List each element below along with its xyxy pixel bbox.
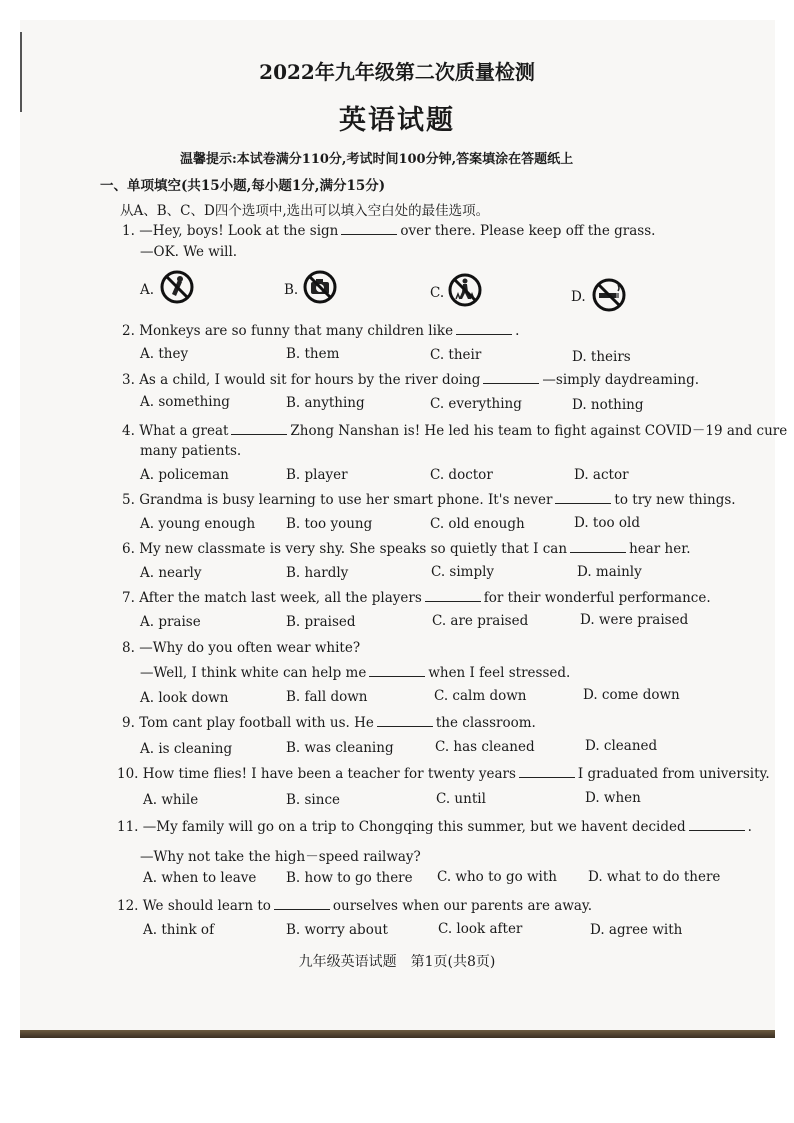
option-a: A. when to leave <box>143 870 257 886</box>
option-a: A. policeman <box>140 467 229 483</box>
question-text: Monkeys are so funny that many children like <box>139 323 454 339</box>
option-a: A. think of <box>143 922 215 938</box>
option-a: A. <box>140 282 155 298</box>
question-number: 9. <box>122 715 135 731</box>
option-b: B. them <box>286 346 340 362</box>
answer-blank <box>341 222 397 235</box>
option-b: B. how to go there <box>286 870 413 886</box>
question-7 <box>122 589 711 606</box>
question-text: How time flies! I have been a teacher for twenty years <box>142 766 516 782</box>
question-text-after: . <box>747 819 752 835</box>
answer-blank <box>369 664 425 677</box>
question-number: 10. <box>117 766 139 782</box>
question-text: We should learn to <box>142 898 271 914</box>
option-c: C. has cleaned <box>435 739 535 755</box>
option-c: C. old enough <box>430 516 525 532</box>
answer-blank <box>274 897 330 910</box>
section-instruction: 从A、B、C、D四个选项中,选出可以填入空白处的最佳选项。 <box>120 203 490 219</box>
question-11-line2: —Why not take the high－speed railway? <box>140 849 421 865</box>
question-text-after: for their wonderful performance. <box>483 590 711 606</box>
question-text-after: I graduated from university. <box>577 766 770 782</box>
question-number: 8. <box>122 640 135 656</box>
question-number: 2. <box>122 323 135 339</box>
question-number: 12. <box>117 898 139 914</box>
option-c: C. who to go with <box>437 869 557 885</box>
option-c: C. calm down <box>434 688 527 704</box>
option-d: D. <box>571 289 586 305</box>
question-text: —Why do you often wear white? <box>139 640 361 656</box>
question-text-after: hear her. <box>629 541 691 557</box>
question-3 <box>122 371 699 388</box>
option-a: A. praise <box>140 614 201 630</box>
no-smoking-sign-icon <box>592 278 626 312</box>
question-8 <box>122 640 360 656</box>
question-number: 7. <box>122 590 135 606</box>
answer-blank <box>377 714 433 727</box>
question-text: Tom cant play football with us. He <box>139 715 374 731</box>
answer-blank <box>555 491 611 504</box>
answer-blank <box>456 322 512 335</box>
option-a: A. while <box>143 792 199 808</box>
question-8-line2 <box>140 664 570 681</box>
paper-edge-bottom <box>20 1030 775 1038</box>
option-d: D. what to do there <box>588 869 721 885</box>
question-text: What a great <box>139 423 229 439</box>
question-12 <box>117 897 592 914</box>
option-d: D. theirs <box>572 349 631 365</box>
no-flower-picking-sign-icon <box>160 270 194 304</box>
section-heading: 一、单项填空(共15小题,每小题1分,满分15分) <box>100 178 386 194</box>
answer-blank <box>483 371 539 384</box>
option-d: D. cleaned <box>585 738 658 754</box>
option-c: C. look after <box>438 921 523 937</box>
answer-blank <box>689 818 745 831</box>
question-9 <box>122 714 536 731</box>
answer-blank <box>231 422 287 435</box>
question-1-line2: —OK. We will. <box>140 244 238 260</box>
option-d: D. come down <box>583 687 680 703</box>
answer-blank <box>519 765 575 778</box>
option-a: A. something <box>140 394 230 410</box>
question-2 <box>122 322 519 339</box>
question-11 <box>117 818 752 835</box>
option-c: C. simply <box>431 564 495 580</box>
question-number: 1. <box>122 223 135 239</box>
question-number: 3. <box>122 372 135 388</box>
option-a: A. is cleaning <box>140 741 233 757</box>
question-text: After the match last week, all the players <box>139 590 422 606</box>
no-trampling-grass-sign-icon <box>448 273 482 307</box>
question-1 <box>122 222 655 239</box>
question-5 <box>122 491 736 508</box>
option-a: A. nearly <box>140 565 202 581</box>
question-text: —Well, I think white can help me <box>140 665 367 681</box>
question-text: Grandma is busy learning to use her smart phone. It's never <box>139 492 553 508</box>
option-d: D. actor <box>574 467 629 483</box>
option-b: B. since <box>286 792 340 808</box>
question-text-after: when I feel stressed. <box>428 665 571 681</box>
question-text: —My family will go on a trip to Chongqing this summer, but we havent decided <box>142 819 686 835</box>
option-d: D. were praised <box>580 612 689 628</box>
exam-title: 2022年九年级第二次质量检测 <box>259 60 535 84</box>
option-c: C. until <box>436 791 486 807</box>
question-text: My new classmate is very shy. She speaks so quietly that I can <box>139 541 568 557</box>
option-a: A. look down <box>140 690 229 706</box>
question-text-after: over there. Please keep off the grass. <box>400 223 656 239</box>
question-text: —Hey, boys! Look at the sign <box>139 223 339 239</box>
option-a: A. they <box>140 346 189 362</box>
question-4 <box>122 419 787 439</box>
option-b: B. worry about <box>286 922 388 938</box>
option-c: C. doctor <box>430 467 493 483</box>
question-number: 6. <box>122 541 135 557</box>
question-number: 4. <box>122 423 135 439</box>
option-a: A. young enough <box>140 516 256 532</box>
question-text-after: . <box>515 323 520 339</box>
exam-tip: 温馨提示:本试卷满分110分,考试时间100分钟,答案填涂在答题纸上 <box>180 152 574 167</box>
option-b: B. too young <box>286 516 373 532</box>
answer-blank <box>425 589 481 602</box>
question-text-after: ourselves when our parents are away. <box>332 898 593 914</box>
option-d: D. nothing <box>572 397 644 413</box>
page-footer: 九年级英语试题 第1页(共8页) <box>298 954 496 970</box>
question-10 <box>117 765 770 782</box>
option-b: B. fall down <box>286 689 368 705</box>
option-b: B. praised <box>286 614 356 630</box>
question-text-after: Zhong Nanshan is! He led his team to fight against COVID－19 and cure <box>290 423 788 439</box>
option-c: C. <box>430 285 445 301</box>
option-b: B. <box>284 282 299 298</box>
question-text-after: —simply daydreaming. <box>542 372 700 388</box>
option-d: D. when <box>585 790 641 806</box>
question-6 <box>122 540 691 557</box>
exam-subject: 英语试题 <box>339 105 455 136</box>
option-c: C. are praised <box>432 613 529 629</box>
question-text: As a child, I would sit for hours by the river doing <box>139 372 481 388</box>
option-b: B. was cleaning <box>286 740 394 756</box>
no-photography-sign-icon <box>303 270 337 304</box>
question-text-after: the classroom. <box>435 715 536 731</box>
option-c: C. everything <box>430 396 522 412</box>
option-b: B. anything <box>286 395 365 411</box>
question-4-line2: many patients. <box>140 443 242 459</box>
answer-blank <box>570 540 626 553</box>
option-b: B. hardly <box>286 565 349 581</box>
question-number: 11. <box>117 819 139 835</box>
option-c: C. their <box>430 347 482 363</box>
option-d: D. mainly <box>577 564 642 580</box>
question-text-after: to try new things. <box>614 492 736 508</box>
question-number: 5. <box>122 492 135 508</box>
option-d: D. too old <box>574 515 640 531</box>
option-b: B. player <box>286 467 348 483</box>
option-d: D. agree with <box>590 922 683 938</box>
